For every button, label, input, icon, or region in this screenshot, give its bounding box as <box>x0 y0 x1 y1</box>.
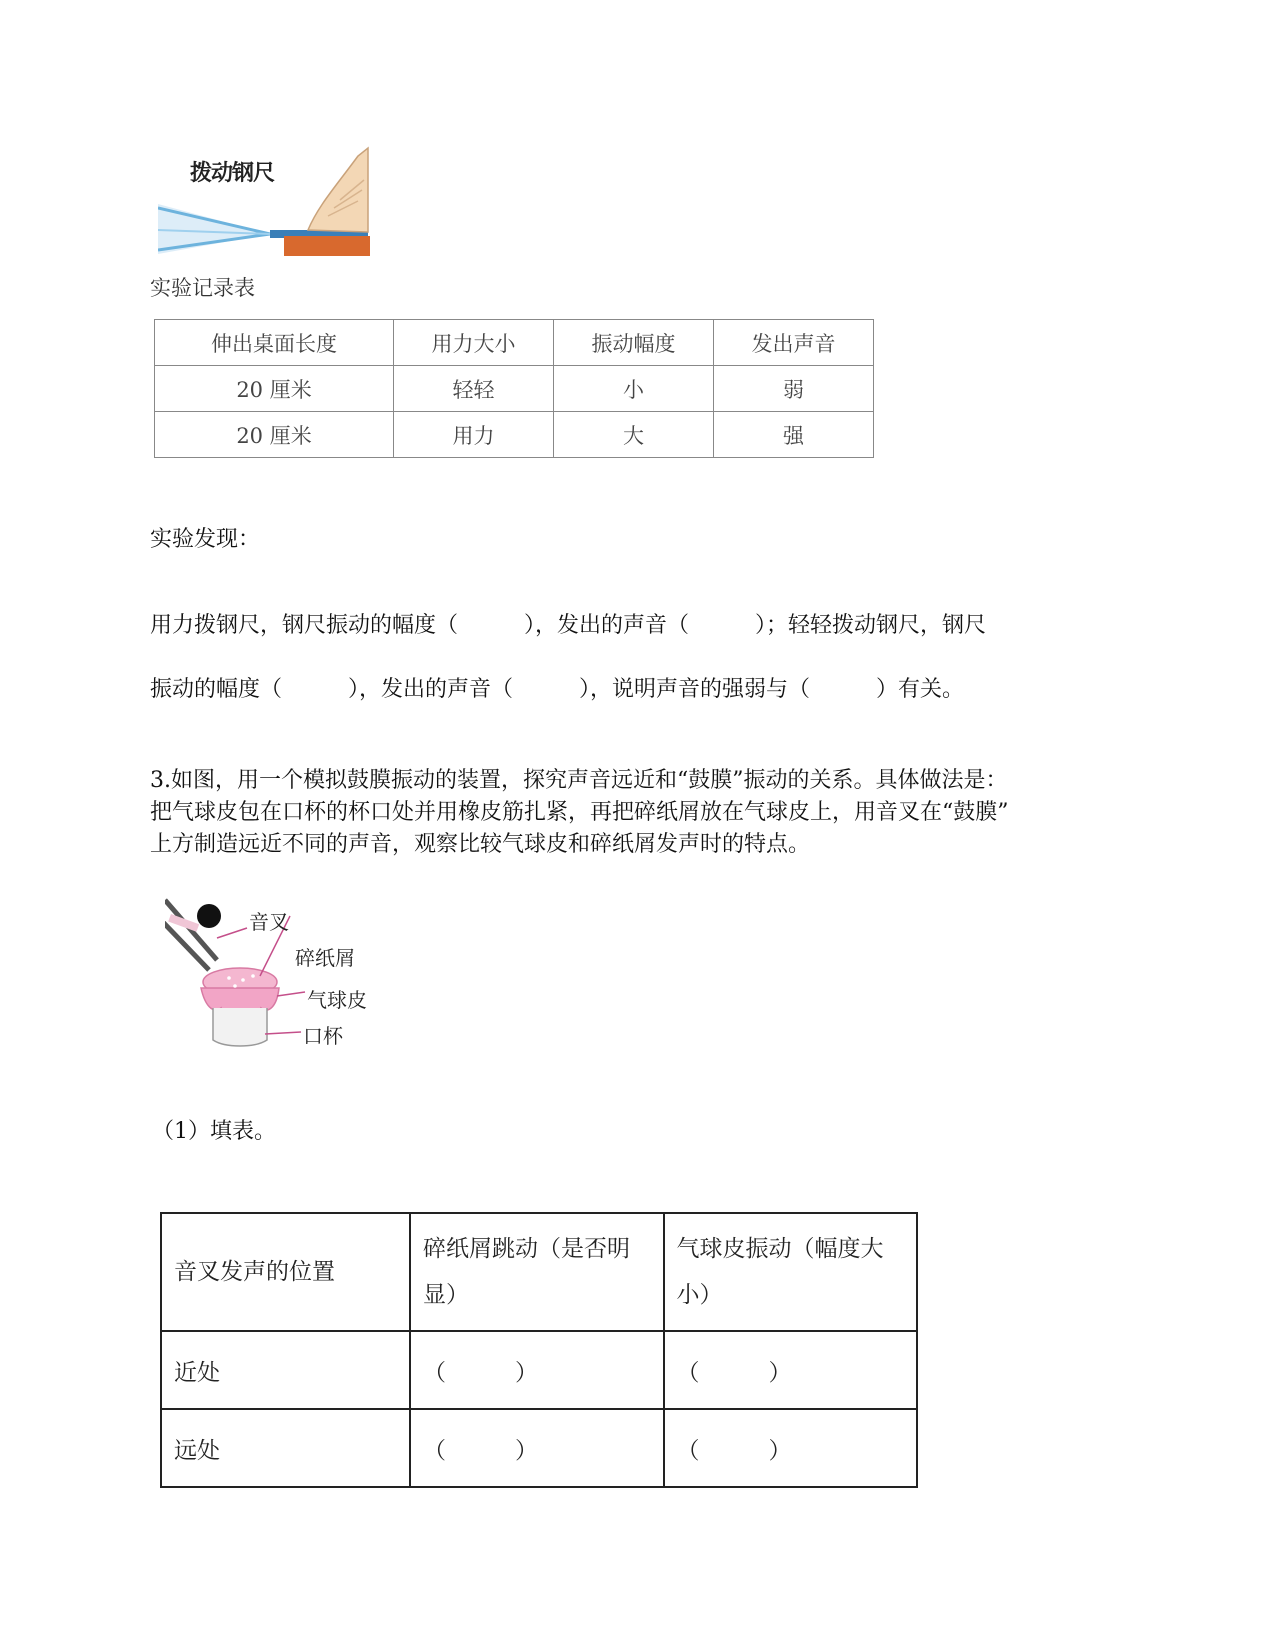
fill-table-label: （1）填表。 <box>152 1119 276 1144</box>
header-cell: 用力大小 <box>394 320 554 366</box>
record-table <box>154 319 874 458</box>
header-cell: 碎纸屑跳动（是否明显） <box>410 1213 663 1331</box>
question-3 <box>150 765 1140 861</box>
question-line: 把气球皮包在口杯的杯口处并用橡皮筋扎紧，再把碎纸屑放在气球皮上，用音叉在“鼓膜” <box>150 800 1009 825</box>
header-cell: 音叉发声的位置 <box>161 1213 410 1331</box>
table-header-row <box>161 1213 917 1331</box>
finding-label: 实验发现： <box>150 527 261 552</box>
table-cell: 轻轻 <box>394 366 554 412</box>
table-cell: 小 <box>554 366 714 412</box>
answer-blank[interactable]: （ ） <box>664 1331 917 1409</box>
label-tuning-fork: 音叉 <box>249 910 289 934</box>
table-header-row <box>155 320 874 366</box>
label-paper-scraps: 碎纸屑 <box>295 946 355 970</box>
table-row <box>155 412 874 458</box>
table-cell: 近处 <box>161 1331 410 1409</box>
fill-table <box>160 1212 918 1488</box>
ruler-illustration <box>158 146 370 258</box>
table-cell: 强 <box>714 412 874 458</box>
header-cell: 振动幅度 <box>554 320 714 366</box>
header-cell: 气球皮振动（幅度大小） <box>664 1213 917 1331</box>
table-row <box>155 366 874 412</box>
header-cell: 伸出桌面长度 <box>155 320 394 366</box>
finding-line-2: 振动的幅度（ ），发出的声音（ ），说明声音的强弱与（ ）有关。 <box>150 677 965 702</box>
table-cell: 20 厘米 <box>155 366 394 412</box>
label-cup: 口杯 <box>303 1024 343 1048</box>
finding-line-1: 用力拨钢尺，钢尺振动的幅度（ ），发出的声音（ ）；轻轻拨动钢尺，钢尺 <box>150 613 987 638</box>
answer-blank[interactable]: （ ） <box>410 1331 663 1409</box>
table-cell: 20 厘米 <box>155 412 394 458</box>
question-line: 3.如图，用一个模拟鼓膜振动的装置，探究声音远近和“鼓膜”振动的关系。具体做法是： <box>150 768 1008 793</box>
table-cell: 弱 <box>714 366 874 412</box>
table-cell: 大 <box>554 412 714 458</box>
header-cell: 发出声音 <box>714 320 874 366</box>
table-row <box>161 1331 917 1409</box>
label-balloon-skin: 气球皮 <box>307 988 367 1012</box>
table-row <box>161 1409 917 1487</box>
table-cell: 用力 <box>394 412 554 458</box>
figure-title: 拨动钢尺 <box>190 161 275 186</box>
table-caption: 实验记录表 <box>150 276 255 300</box>
question-line: 上方制造远近不同的声音，观察比较气球皮和碎纸屑发声时的特点。 <box>150 832 811 857</box>
eardrum-device-illustration <box>165 896 405 1056</box>
answer-blank[interactable]: （ ） <box>410 1409 663 1487</box>
answer-blank[interactable]: （ ） <box>664 1409 917 1487</box>
table-cell: 远处 <box>161 1409 410 1487</box>
